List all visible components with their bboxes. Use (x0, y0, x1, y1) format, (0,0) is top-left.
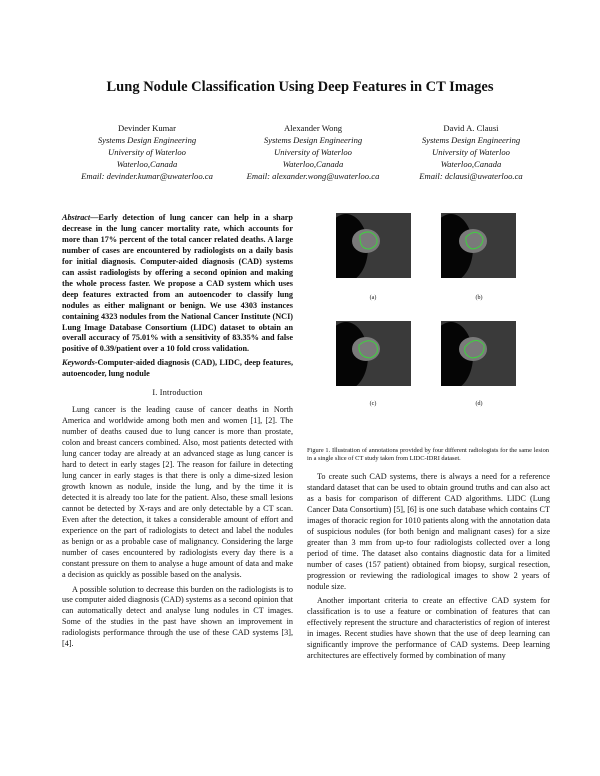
figure-1 (336, 213, 516, 413)
author-dept: Systems Design Engineering (97, 135, 197, 145)
author-name: Alexander Wong (283, 123, 343, 133)
author-location: Waterloo,Canada (282, 159, 344, 169)
author-email: Email: alexander.wong@uwaterloo.ca (246, 171, 380, 181)
paper-title: Lung Nodule Classification Using Deep Features in CT Images (106, 79, 494, 95)
body-paragraph: Lung cancer is the leading cause of cancer deaths in North America and worldwide among both men and women [1], [2]. The number of deaths caused due to lung cancer is more than prostate, colon and breast cancers combined. Also, most patients detected with lung cancer today are already at an advanced stage as lung cancer is hard to detect in early stages [2]. The reason for failure in detecting lung cancer in early stages is that there is only a dime-sized lesion growth known as nodule, inside the lung, and by the time it is detected it is already too late for the patient. Also, these small lesions cannot be detected by X-rays and are only detectable by a CT scan. Even after the detection, it takes a considerable amount of effort and experience on the part of radiologists to detect and label the nodules as benign or as a probable case of malignancy. Considering the large number of cases encountered by radiologists every day there is a constant pressure on them to analyse a huge amount of data and make a decision as quickly as possible based on the analysis. (62, 405, 293, 579)
body-paragraph: A possible solution to decrease this burden on the radiologists is to use computer aided diagnosis (CAD) systems as a second opinion that can automatically detect and analyse lung nodules in CT images. Some of the studies in the past have shown an improvement in radiologists performance through the use of these CAD systems [3], [4]. (62, 584, 293, 649)
abstract (62, 213, 293, 355)
subfigure-label: (a) (369, 295, 377, 301)
author-dept: Systems Design Engineering (421, 135, 521, 145)
ct-image-d (441, 321, 516, 386)
author-location: Waterloo,Canada (116, 159, 178, 169)
subfigure-label: (b) (475, 295, 483, 301)
author-block-3 (371, 122, 571, 182)
body-paragraph: To create such CAD systems, there is always a need for a reference standard dataset that can be used to obtain ground truths and can also act as a basis for comparison of different CAD algorithms. LIDC (Lung Cancer Data Consortium) [5], [6] is one such database which contains CT images of thoracic region for 1010 patients along with the annotation data of suspicious nodules (for both benign and malignant cases) for a size greater than 3 mm from up-to four radiologists collected over a long period of time. The dataset also contains diagnostic data for a limited number of cases (157 patient) obtained from biopsy, surgical resection, progression or reviewing the radiological images to show 2 years of nodule size. (307, 472, 550, 591)
subfigure-label: (d) (475, 401, 483, 407)
section-heading: I. Introduction (152, 388, 203, 398)
keywords-label: Keywords (62, 358, 95, 368)
author-name: Devinder Kumar (118, 123, 176, 133)
author-name: David A. Clausi (443, 123, 499, 133)
keywords (62, 358, 293, 380)
body-paragraph: Another important criteria to create an effective CAD system for classification is to use a feature or combination of features that can effectively represent the structure and characteristics of region of interest in images. Recent studies have shown that the use of deep learning can significantly improve the performance of CAD systems. Deep learning architectures are effectively formed by combination of many (307, 596, 550, 661)
ct-image-c (336, 321, 411, 386)
author-univ: University of Waterloo (108, 147, 186, 157)
author-dept: Systems Design Engineering (263, 135, 363, 145)
keywords-text: -Computer-aided diagnosis (CAD), LIDC, deep features, autoencoder, lung nodule (62, 358, 293, 379)
ct-image-a (336, 213, 411, 278)
author-email: Email: dclausi@uwaterloo.ca (419, 171, 523, 181)
right-column (307, 472, 550, 662)
subfigure-label: (c) (369, 401, 377, 407)
author-univ: University of Waterloo (432, 147, 510, 157)
abstract-label: Abstract (62, 213, 91, 222)
abstract-text: —Early detection of lung cancer can help in a sharp decrease in the lung cancer mortality rate, which accounts for more than 17% percent of the total cancer related deaths. A large number of cases are encountered by radiologists on a daily basis for initial diagnosis. Computer-aided diagnosis (CAD) systems can assist radiologists by offering a second opinion and making the whole process faster. We propose a CAD system which uses deep features extracted from an autoencoder to classify lung nodules as either malignant or benign. We use 4303 instances containing 4323 nodules from the National Cancer Institute (NCI) Lung Image Database Consortium (LIDC) dataset to obtain an overall accuracy of 75.01% with a sensitivity of 83.35% and false positive of 0.39/patient over a 10 fold cross validation. (62, 213, 293, 354)
figure-caption: Figure 1. Illustration of annotations provided by four different radiologists for the same lesion in a single slice of CT study taken from LIDC-IDRI dataset. (307, 447, 549, 462)
author-email: Email: devinder.kumar@uwaterloo.ca (81, 171, 213, 181)
author-location: Waterloo,Canada (440, 159, 502, 169)
ct-image-b (441, 213, 516, 278)
left-column (62, 213, 293, 650)
author-univ: University of Waterloo (274, 147, 352, 157)
